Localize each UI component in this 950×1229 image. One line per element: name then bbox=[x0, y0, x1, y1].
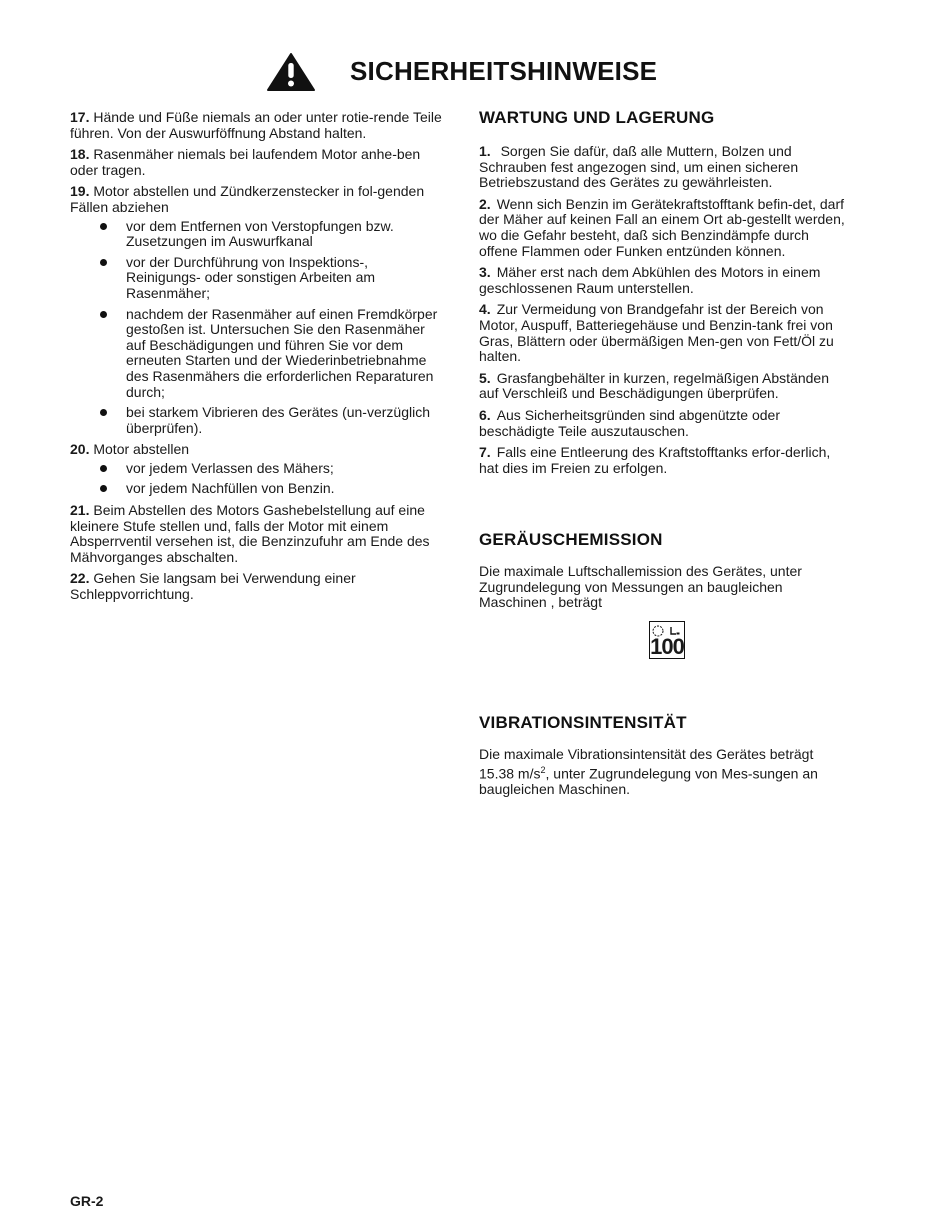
list-item bbox=[126, 481, 442, 497]
item-text: Sorgen Sie dafür, daß alle Muttern, Bolzen und Schrauben fest angezogen sind, um einen sicheren Betriebszustand des Gerätes zu gewährleisten. bbox=[479, 143, 799, 191]
list-item bbox=[126, 255, 442, 302]
vibration-text bbox=[479, 747, 851, 797]
vibration-text-start: Die maximale Vibrationsintensität des Gerätes beträgt 15.38 m/s bbox=[479, 746, 814, 782]
vibration-text-end: , unter Zugrundelegung von Mes-sungen an baugleichen Maschinen. bbox=[479, 765, 818, 797]
item-number: 22. bbox=[70, 570, 90, 587]
bullet-icon bbox=[100, 465, 107, 472]
item-text: Motor abstellen und Zündkerzenstecker in fol-genden Fällen abziehen bbox=[70, 183, 425, 215]
list-item-text: vor der Durchführung von Inspektions-, Reinigungs- oder sonstigen Arbeiten am Rasenmäher; bbox=[126, 253, 376, 301]
list-item-text: vor jedem Nachfüllen von Benzin. bbox=[126, 480, 335, 497]
bullet-icon bbox=[100, 259, 107, 266]
bullet-list-20 bbox=[70, 461, 442, 497]
safety-item-20 bbox=[70, 442, 442, 458]
bullet-icon bbox=[100, 485, 107, 492]
list-item-text: vor dem Entfernen von Verstopfungen bzw. Zusetzungen im Auswurfkanal bbox=[126, 217, 394, 250]
list-item bbox=[126, 461, 442, 477]
item-number: 4. bbox=[479, 301, 491, 318]
maintenance-item bbox=[479, 265, 851, 296]
maintenance-item bbox=[479, 408, 851, 439]
item-text: Gehen Sie langsam bei Verwendung einer Schleppvorrichtung. bbox=[70, 570, 356, 603]
maintenance-item bbox=[479, 371, 851, 402]
section-heading-geraeusch: GERÄUSCHEMISSION bbox=[479, 530, 663, 550]
item-number: 7. bbox=[479, 444, 491, 461]
maintenance-item bbox=[479, 144, 851, 191]
item-number: 17. bbox=[70, 109, 90, 125]
section-heading-vibration: VIBRATIONSINTENSITÄT bbox=[479, 713, 687, 733]
maintenance-item bbox=[479, 197, 851, 259]
item-text: Mäher erst nach dem Abkühlen des Motors in einem geschlossenen Raum unterstellen. bbox=[479, 264, 821, 296]
item-text: Grasfangbehälter in kurzen, regelmäßigen Abständen auf Verschleiß und Beschädigungen überprüfen. bbox=[479, 369, 830, 402]
list-item bbox=[126, 307, 442, 401]
item-text: Motor abstellen bbox=[93, 441, 190, 458]
item-text: Zur Vermeidung von Brandgefahr ist der Bereich von Motor, Auspuff, Batteriegehäuse und Benzin-tank frei von Gras, Blättern oder übermäßigen Men-gen von Fett/Öl zu halten. bbox=[479, 301, 834, 365]
sound-level-value: 100 bbox=[650, 634, 684, 660]
item-number: 3. bbox=[479, 264, 491, 281]
bullet-icon bbox=[100, 223, 107, 230]
item-text: Wenn sich Benzin im Gerätekraftstofftank befin-det, darf der Mäher auf keinen Fall an einem Ort ab-gestellt werden, wo die Gefahr besteht, daß sich Benzindämpfe durch offene Flammen oder Funken entzünden können. bbox=[479, 195, 845, 259]
bullet-list-19 bbox=[70, 219, 442, 437]
item-text: Falls eine Entleerung des Kraftstofftanks erfor-derlich, hat dies im Freien zu erfolgen. bbox=[479, 444, 831, 476]
safety-item-18 bbox=[70, 147, 442, 178]
item-number: 1. bbox=[479, 143, 491, 159]
list-item bbox=[126, 219, 442, 250]
item-text: Beim Abstellen des Motors Gashebelstellung auf eine kleinere Stufe stellen und, falls der Motor mit einem Absperrventil versehen ist, die Benzinzufuhr am Ende des Mähvorganges abschalten. bbox=[70, 502, 430, 565]
sound-power-level-label bbox=[649, 621, 685, 659]
noise-emission-text: Die maximale Luftschallemission des Gerätes, unter Zugrundelegung von Messungen an baugleichen Maschinen , beträgt bbox=[479, 563, 802, 611]
left-column bbox=[70, 110, 442, 609]
safety-item-17 bbox=[70, 110, 442, 141]
unit-superscript: 2 bbox=[540, 764, 546, 775]
page-number: GR-2 bbox=[70, 1193, 104, 1209]
item-number: 21. bbox=[70, 502, 90, 519]
list-item bbox=[126, 405, 442, 436]
list-item-text: vor jedem Verlassen des Mähers; bbox=[126, 459, 334, 476]
item-number: 5. bbox=[479, 369, 491, 386]
maintenance-item bbox=[479, 445, 851, 476]
item-text: Aus Sicherheitsgründen sind abgenützte oder beschädigte Teile auszutauschen. bbox=[479, 406, 780, 439]
section-heading-wartung: WARTUNG UND LAGERUNG bbox=[479, 108, 715, 127]
item-number: 20. bbox=[70, 441, 90, 458]
item-text: Rasenmäher niemals bei laufendem Motor anhe-ben oder tragen. bbox=[70, 146, 421, 178]
warning-triangle-icon bbox=[266, 52, 316, 92]
list-item-text: bei starkem Vibrieren des Gerätes (un-verzüglich überprüfen). bbox=[126, 404, 430, 436]
item-text: Hände und Füße niemals an oder unter rotie-rende Teile führen. Von der Auswurföffnung Abstand halten. bbox=[70, 109, 442, 141]
bullet-icon bbox=[100, 409, 107, 416]
list-item-text: nachdem der Rasenmäher auf einen Fremdkörper gestoßen ist. Untersuchen Sie den Rasenmäher auf Beschädigungen und führen Sie vor dem erneuten Starten und der Wiederinbetriebnahme des Rasenmähers die erforderlichen Reparaturen durch; bbox=[126, 305, 438, 400]
bullet-icon bbox=[100, 311, 107, 318]
maintenance-item bbox=[479, 302, 851, 364]
safety-item-22 bbox=[70, 571, 442, 602]
item-number: 6. bbox=[479, 406, 491, 423]
safety-item-21 bbox=[70, 503, 442, 565]
right-column bbox=[479, 108, 851, 798]
page-title: SICHERHEITSHINWEISE bbox=[350, 56, 658, 86]
item-number: 18. bbox=[70, 146, 90, 163]
safety-item-19 bbox=[70, 184, 442, 215]
item-number: 2. bbox=[479, 195, 491, 212]
page-header bbox=[0, 52, 950, 96]
item-number: 19. bbox=[70, 183, 90, 200]
